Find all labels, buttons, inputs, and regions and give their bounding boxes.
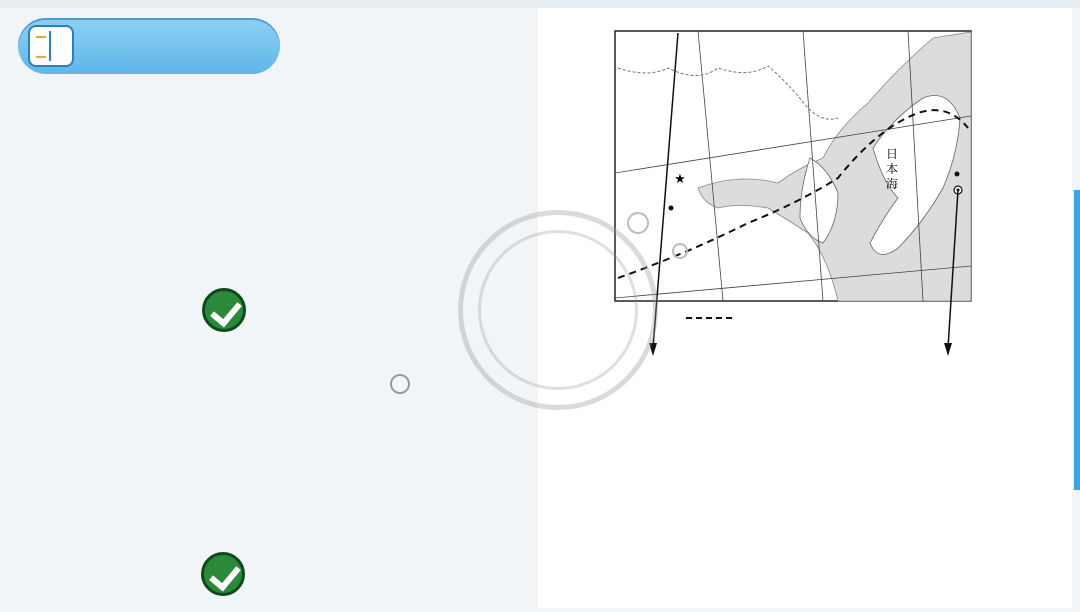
top-bar	[0, 0, 1080, 8]
svg-text:本: 本	[886, 162, 899, 176]
correct-check-icon	[202, 288, 246, 332]
figure-svg	[538, 8, 1072, 608]
sea-of-japan-label-1: 日	[886, 147, 899, 161]
section-header	[18, 18, 280, 74]
radio-icon[interactable]	[390, 374, 410, 394]
right-edge-bar	[1074, 190, 1080, 490]
correct-check-icon	[201, 552, 245, 596]
book-icon	[28, 25, 74, 67]
figure-panel	[538, 8, 1072, 608]
svg-text:海: 海	[886, 177, 899, 191]
map	[615, 31, 971, 356]
svg-text:★: ★	[674, 172, 686, 187]
